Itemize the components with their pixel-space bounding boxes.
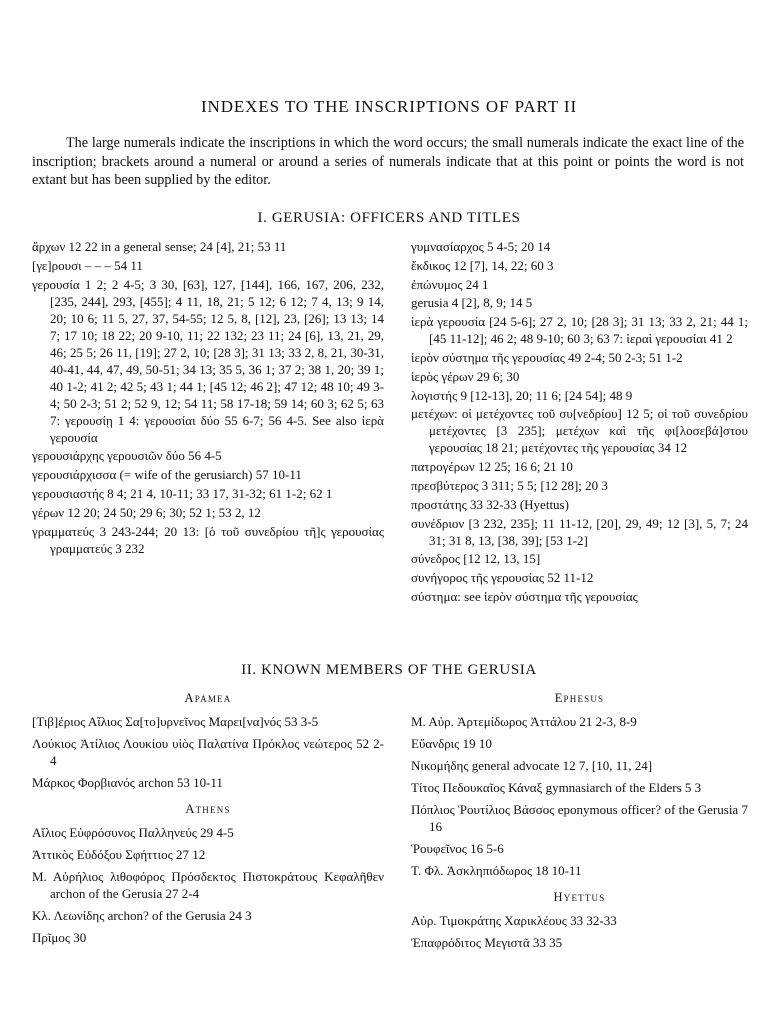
index-entry: γερουσιάρχισσα (= wife of the gerusiarch) 57 10-11	[32, 467, 302, 483]
index-entry: πρεσβύτερος 3 311; 5 5; [12 28]; 20 3	[411, 477, 608, 493]
index-entry: Πρῖμος 30	[32, 930, 87, 945]
city-subheading: Hyettus	[553, 890, 606, 904]
index-entry: Τίτος Πεδουκαῖος Κάναξ gymnasiarch of the Elders 5 3	[411, 780, 702, 795]
index-entry: Εὔανδρις 19 10	[411, 736, 492, 751]
index-entry: ἱερὰ γερουσία [24 5-6]; 27 2, 10; [28 3]; 31 13; 33 2, 21; 44 1; [45 11-12]; 46 2; 48 9-10; 60 3; 63 7: ἱεραὶ γερουσίαι 41 2	[411, 314, 748, 347]
index-entry: Ἐπαφρόδιτος Μεγιστᾶ 33 35	[411, 935, 563, 950]
section-heading-members: II. KNOWN MEMBERS OF THE GERUSIA	[241, 662, 537, 678]
city-subheading: Ephesus	[554, 691, 605, 705]
index-entry: μετέχων: οἱ μετέχοντες τοῦ συ[νεδρίου] 12 5; οἱ τοῦ συνεδρίου μετέχοντες [3 235]; μετέχων καὶ τῆς φι[λοσεβά]στου γερουσίας 18 21; μετέχοντες τῆς γερουσίας 34 12	[411, 406, 748, 456]
city-subheading: Apamea	[184, 691, 232, 705]
index-entry: σύνεδρος [12 12, 13, 15]	[411, 551, 541, 567]
index-entry: προστάτης 33 32-33 (Hyettus)	[411, 496, 569, 512]
intro-paragraph: The large numerals indicate the inscriptions in which the word occurs; the small numerals indicate the exact line of the inscription; brackets around a numeral or around a series of numerals indicate that at this point or points the word is not extant but has been supplied by the editor.	[32, 135, 744, 189]
index-entry: Μ. Αὐρ. Ἀρτεμίδωρος Ἀττάλου 21 2-3, 8-9	[411, 714, 637, 729]
index-entry: Αἴλιος Εὐφρόσυνος Παλληνεύς 29 4-5	[32, 825, 234, 840]
city-subheading: Athens	[185, 802, 231, 816]
index-entry: [γε]ρουσι – – – 54 11	[32, 257, 143, 273]
index-entry: συνέδριον [3 232, 235]; 11 11-12, [20], 29, 49; 12 [3], 5, 7; 24 31; 31 8, 13, [38, 39]; [53 1-2]	[411, 515, 748, 548]
index-entry: Κλ. Λεωνίδης archon? of the Gerusia 24 3	[32, 908, 252, 923]
page-title: INDEXES TO THE INSCRIPTIONS OF PART II	[200, 97, 578, 116]
index-entry: γυμνασίαρχος 5 4-5; 20 14	[411, 239, 551, 254]
index-entry: πατρογέρων 12 25; 16 6; 21 10	[411, 459, 573, 475]
index-entry: Αὐρ. Τιμοκράτης Χαρικλέους 33 32-33	[411, 913, 617, 928]
index-entry: Λούκιος Ἀτίλιος Λουκίου υἱὸς Παλατίνα Πρόκλος νεώτερος 52 2-4	[32, 736, 384, 768]
officers-right-column	[411, 238, 748, 607]
index-entry: γέρων 12 20; 24 50; 29 6; 30; 52 1; 53 2, 12	[32, 504, 261, 520]
index-entry: Τ. Φλ. Ἀσκληπιόδωρος 18 10-11	[411, 863, 582, 878]
index-entry: Ἀττικὸς Εὐδόξου Σφήττιος 27 12	[32, 847, 206, 862]
index-entry: [Τιβ]έριος Αἴλιος Σα[το]υρνεῖνος Μαρει[να]νός 53 3-5	[32, 714, 319, 729]
officers-left-column	[32, 238, 384, 558]
members-left-column	[32, 688, 384, 951]
index-entry: Νικομήδης general advocate 12 7, [10, 11, 24]	[411, 758, 653, 773]
index-entry: gerusia 4 [2], 8, 9; 14 5	[411, 295, 533, 311]
index-entry: Μάρκος Φορβιανός archon 53 10-11	[32, 775, 223, 790]
index-entry: γερουσία 1 2; 2 4-5; 3 30, [63], 127, [144], 166, 167, 206, 232, [235, 244], 293, [455]; 4 11, 18, 21; 5 12; 6 12; 7 4, 13; 9 14, 20; 10 6; 11 5, 27, 37, 54-55; 12 5, 8, [12], 23, [26]; 13 13; 14 7; 17 10; 18 22; 20 9-10, 11; 22 132; 23 11; 24 [6], 13, 21, 29, 46; 25 5; 26 11, [19]; 27 2, 10; [28 3]; 31 13; 33 2, 8, 21, 30-31, 40-41, 44, 47, 49, 50-51; 34 13; 35 5, 36 1; 37 2; 38 1, 20; 39 1; 40 1-2; 41 2; 42 5; 43 1; 44 1; [45 12; 46 2]; 47 12; 48 10; 49 3-4; 50 2-3; 51 2; 52 9, 12; 54 11; 58 17-18; 59 14; 60 3; 62 5; 63 7: γερουσίῃ 1 4: γερουσίαι δύο 55 6-7; 56 4-5. See also ἱερὰ γερουσία	[32, 276, 384, 445]
index-entry: ἄρχων 12 22 in a general sense; 24 [4], 21; 53 11	[32, 239, 287, 254]
index-entry: σύστημα: see ἱερὸν σύστημα τῆς γερουσίας	[411, 588, 638, 604]
index-entry: γραμματεύς 3 243-244; 20 13: [ὁ τοῦ συνεδρίου τῆ]ς γερουσίας γραμματεύς 3 232	[32, 523, 384, 556]
index-entry: Μ. Αὐρήλιος λιθοφόρος Πρόσδεκτος Πιστοκράτους Κεφαλῆθεν archon of the Gerusia 27 2-4	[32, 869, 384, 901]
index-entry: ἐπώνυμος 24 1	[411, 276, 489, 292]
index-entry: λογιστής 9 [12-13], 20; 11 6; [24 54]; 48 9	[411, 387, 633, 403]
index-entry: ἔκδικος 12 [7], 14, 22; 60 3	[411, 257, 554, 273]
section-heading-officers: I. GERUSIA: OFFICERS AND TITLES	[257, 210, 521, 226]
members-right-column	[411, 688, 748, 956]
index-entry: ἱερὸν σύστημα τῆς γερουσίας 49 2-4; 50 2-3; 51 1-2	[411, 349, 683, 365]
index-entry: γερουσιάρχης γερουσιῶν δύο 56 4-5	[32, 448, 222, 464]
index-entry: συνήγορος τῆς γερουσίας 52 11-12	[411, 570, 594, 586]
index-entry: ἱερὸς γέρων 29 6; 30	[411, 368, 520, 384]
index-entry: γερουσιαστής 8 4; 21 4, 10-11; 33 17, 31-32; 61 1-2; 62 1	[32, 485, 333, 501]
index-entry: Πόπλιος Ῥουτίλιος Βάσσος eponymous officer? of the Gerusia 7 16	[411, 802, 748, 834]
index-entry: Ῥουφεῖνος 16 5-6	[411, 841, 504, 856]
